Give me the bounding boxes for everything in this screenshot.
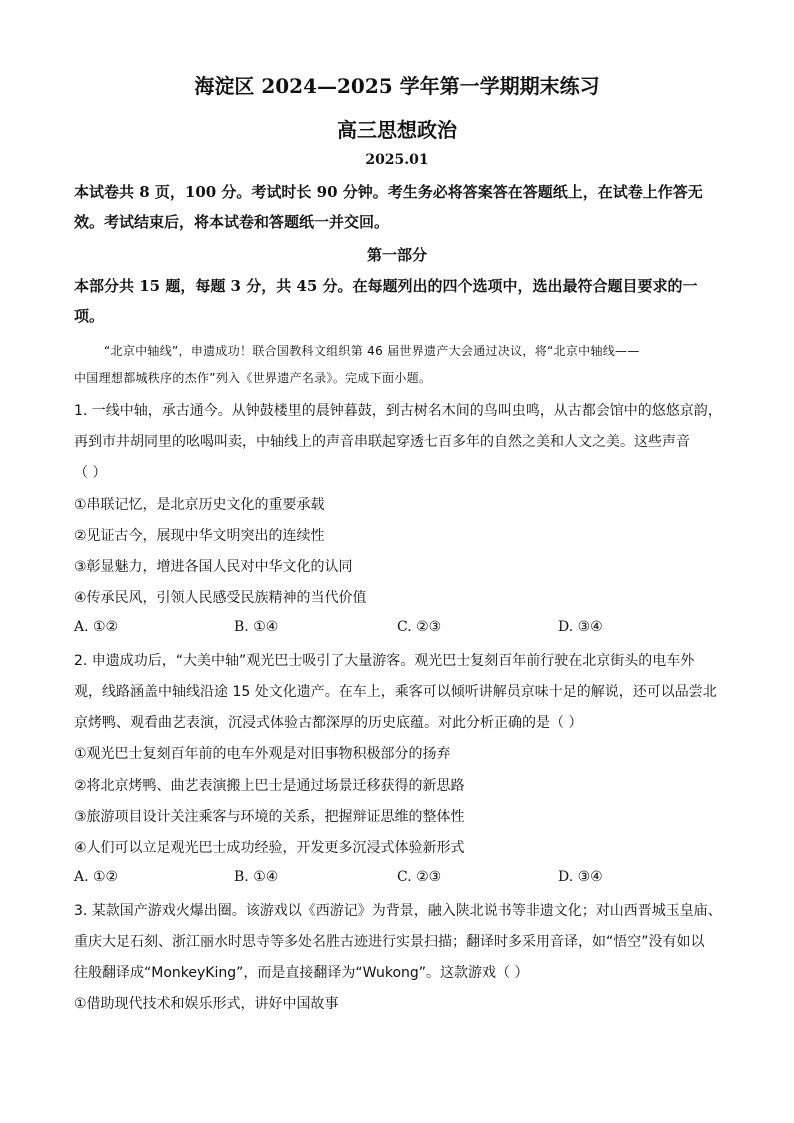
q3-statement-1: ①借助现代技术和娱乐形式，讲好中国故事 (74, 996, 339, 1012)
q1-option-b: B. ①④ (234, 619, 279, 635)
q3-stem-line-3: 往般翻译成“MonkeyKing”，而是直接翻译为“Wukong”。这款游戏（ ） (74, 965, 529, 981)
q2-option-c: C. ②③ (397, 869, 442, 885)
subject-title: 高三思想政治 (337, 118, 457, 142)
part-description-line-2: 项。 (74, 307, 105, 325)
q1-statement-1: ①串联记忆，是北京历史文化的重要承载 (74, 497, 325, 513)
exam-title: 海淀区 2024—2025 学年第一学期期末练习 (194, 74, 600, 98)
q1-option-c: C. ②③ (397, 619, 442, 635)
q1-stem-line-2: 再到市井胡同里的吆喝叫卖，中轴线上的声音串联起穿透七百多年的自然之美和人文之美。这些声音 (74, 434, 690, 450)
q2-option-d: D. ③④ (558, 869, 603, 885)
q1-option-d: D. ③④ (558, 619, 603, 635)
instructions-line-1: 本试卷共 8 页，100 分。考试时长 90 分钟。考生务必将答案答在答题纸上，在试卷上作答无 (74, 183, 703, 201)
q2-option-a: A. ①② (74, 869, 119, 885)
q2-statement-2: ②将北京烤鸭、曲艺表演搬上巴士是通过场景迁移获得的新思路 (74, 778, 465, 794)
q2-stem-line-1: 2. 申遗成功后，“大美中轴”观光巴士吸引了大量游客。观光巴士复刻百年前行驶在北京街头的电车外 (74, 653, 695, 669)
q1-answer-blank: （ ） (74, 465, 107, 481)
q1-statement-2: ②见证古今，展现中华文明突出的连续性 (74, 528, 325, 544)
q1-statement-4: ④传承民风，引领人民感受民族精神的当代价值 (74, 590, 367, 606)
exam-date: 2025.01 (365, 152, 429, 168)
q2-stem-line-3: 京烤鸭、观看曲艺表演，沉浸式体验古都深厚的历史底蕴。对此分析正确的是（ ） (74, 715, 583, 731)
q2-statement-4: ④人们可以立足观光巴士成功经验，开发更多沉浸式体验新形式 (74, 840, 465, 856)
q3-stem-line-1: 3. 某款国产游戏火爆出圈。该游戏以《西游记》为背景，融入陕北说书等非遗文化；对山西晋城玉皇庙、 (74, 903, 722, 919)
q3-stem-line-2: 重庆大足石刻、浙江丽水时思寺等多处名胜古迹进行实景扫描；翻译时多采用音译，如“悟空”没有如以 (74, 934, 705, 950)
part-description-line-1: 本部分共 15 题，每题 3 分，共 45 分。在每题列出的四个选项中，选出最符合题目要求的一 (74, 277, 698, 295)
q2-stem-line-2: 观，线路涵盖中轴线沿途 15 处文化遗产。在车上，乘客可以倾听讲解员京味十足的解说，还可以品尝北 (74, 684, 717, 700)
q2-statement-1: ①观光巴士复刻百年前的电车外观是对旧事物积极部分的扬弃 (74, 746, 451, 762)
q1-statement-3: ③彰显魅力，增进各国人民对中华文化的认同 (74, 559, 353, 575)
q1-option-a: A. ①② (74, 619, 119, 635)
q1-stem-line-1: 1. 一线中轴，承古通今。从钟鼓楼里的晨钟暮鼓，到古树名木间的鸟叫虫鸣，从古都会馆中的悠悠京韵， (74, 403, 722, 419)
intro-line-1: “北京中轴线”，申遗成功！联合国教科文组织第 46 届世界遗产大会通过决议，将“北京中轴线—— (104, 344, 640, 358)
instructions-line-2: 效。考试结束后，将本试卷和答题纸一并交回。 (74, 213, 390, 231)
part-heading: 第一部分 (366, 246, 427, 264)
intro-line-2: 中国理想都城秩序的杰作”列入《世界遗产名录》。完成下面小题。 (74, 371, 432, 385)
q2-statement-3: ③旅游项目设计关注乘客与环境的关系，把握辩证思维的整体性 (74, 809, 465, 825)
q2-option-b: B. ①④ (234, 869, 279, 885)
